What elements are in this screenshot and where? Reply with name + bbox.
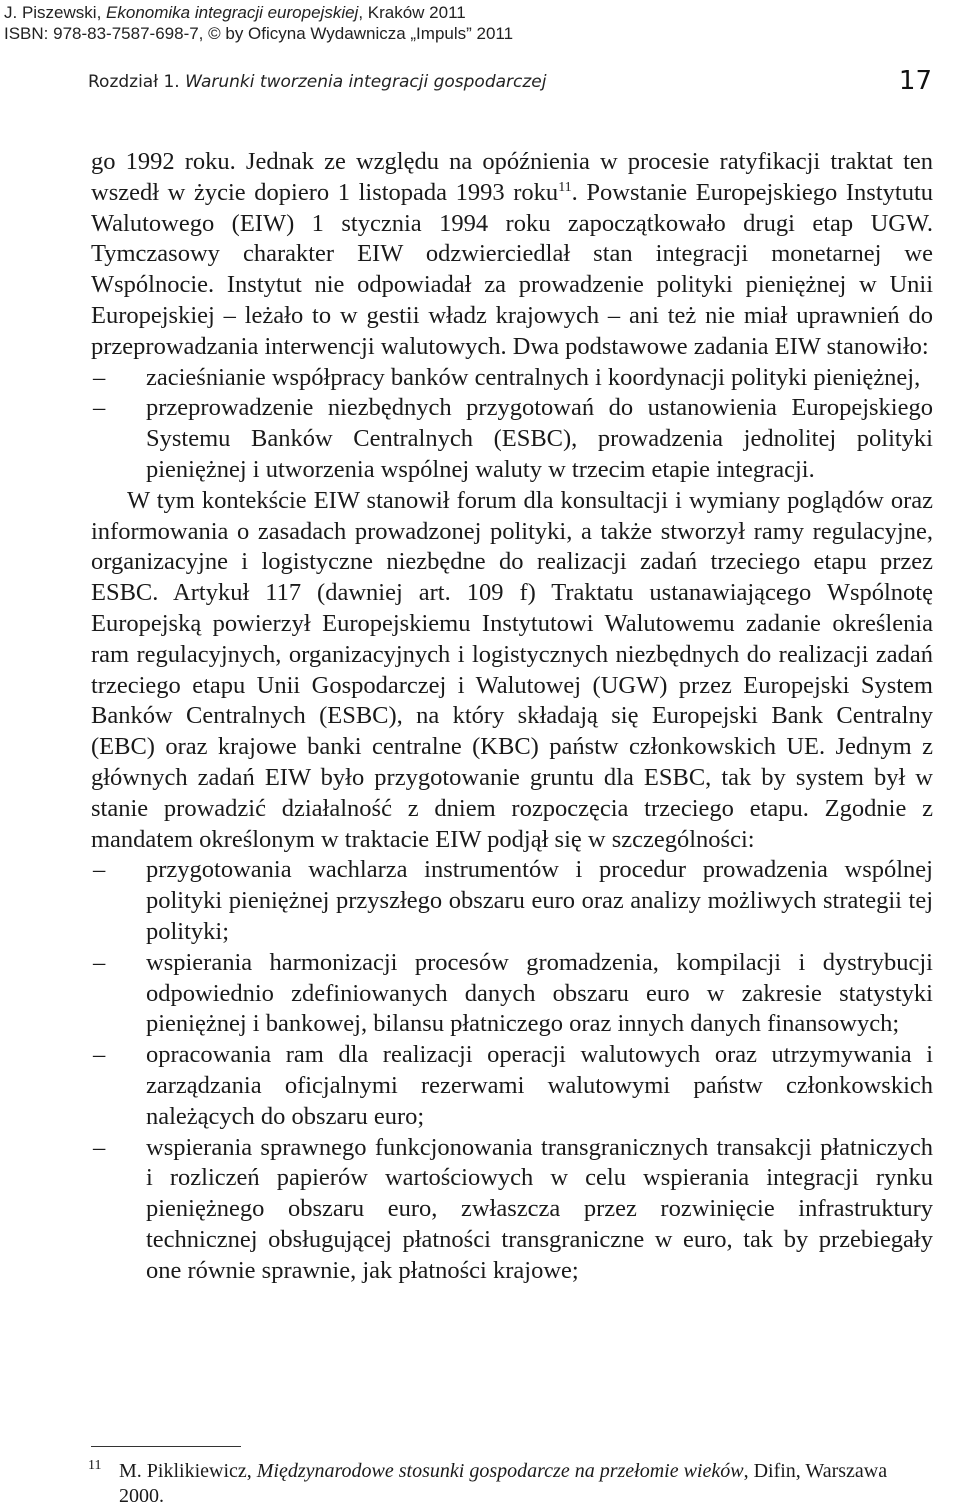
chapter-label: Rozdział 1. (88, 72, 186, 92)
citation-isbn: ISBN: 978-83-7587-698-7, © by Oficyna Wydawnicza „Impuls” 2011 (4, 24, 514, 43)
chapter-heading (88, 72, 546, 92)
citation-author: J. Piszewski, (4, 3, 107, 22)
citation-line-1 (4, 2, 513, 23)
paragraph-2: W tym kontekście EIW stanowił forum dla konsultacji i wymiany poglądów oraz informowania o zasadach prowadzonej polityki, a także stworzył ramy regulacyjne, organizacyjne i logistyczne niezbędne do realizacji zadań trzeciego etapu przez ESBC. Artykuł 117 (dawniej art. 109 f) Traktatu ustanawiającego Wspólnotę Europejską powierzył Europejskiemu Instytutowi Walutowemu zadanie określenia ram regulacyjnych, organizacyjnych i logistycznych niezbędnych do realizacji zadań trzeciego etapu Unii Gospodarczej i Walutowej (UGW) przez Europejski System Banków Centralnych (ESBC), na który składają się Europejski Bank Centralny (EBC) oraz krajowe banki centralne (KBC) państw członkowskich UE. Jednym z głównych zadań EIW było przygotowanie gruntu dla ESBC, tak by system był w stanie prowadzić działalność z dniem rozpoczęcia trzeciego etapu. Zgodnie z mandatem określonym w traktacie EIW podjął się w szczególności: (91, 486, 933, 853)
footnote-separator (91, 1446, 241, 1447)
list-item (91, 948, 933, 1040)
chapter-title: Warunki tworzenia integracji gospodarczej (185, 72, 547, 92)
footnote-title: Międzynarodowe stosunki gospodarcze na przełomie wieków (256, 1460, 744, 1482)
dash-bullet: – (93, 856, 106, 884)
dash-bullet: – (93, 948, 106, 976)
paragraph-1 (91, 147, 933, 363)
task-list-1 (91, 363, 933, 486)
paragraph-1-part-a: go 1992 roku. Jednak ze względu na opóźnienia w procesie ratyfikacji traktat ten wszedł w życie dopiero 1 listopada 1993 roku (91, 148, 933, 206)
footnote (88, 1458, 933, 1509)
list-item-text: przygotowania wachlarza instrumentów i procedur prowadzenia wspólnej polityki pieniężnej przyszłego obszaru euro oraz analizy możliwych strategii tej polityki; (146, 856, 933, 945)
list-item-text: wspierania sprawnego funkcjonowania transgranicznych transakcji płatniczych i rozliczeń papierów wartościowych w celu wspierania integracji rynku pieniężnego obszaru euro, zwłaszcza przez rozwinięcie infrastruktury technicznej obsługującej płatności transgraniczne w euro, tak by przebiegały one równie sprawnie, jak płatności krajowe; (146, 1133, 933, 1284)
citation-book-title: Ekonomika integracji europejskiej (106, 3, 359, 22)
dash-bullet: – (93, 1041, 106, 1069)
list-item (91, 855, 933, 947)
footnote-number: 11 (88, 1458, 102, 1473)
list-item (91, 1040, 933, 1132)
list-item-text: opracowania ram dla realizacji operacji walutowych oraz utrzymywania i zarządzania oficjalnymi rezerwami walutowymi państw członkowskich należących do obszaru euro; (146, 1041, 933, 1130)
list-item (91, 393, 933, 485)
citation-block (4, 2, 513, 44)
list-item (91, 1133, 933, 1287)
dash-bullet: – (93, 394, 106, 422)
dash-bullet: – (93, 1133, 106, 1161)
running-header (88, 66, 932, 100)
paragraph-1-part-b: . Powstanie Europejskiego Instytutu Walutowego (EIW) 1 stycznia 1994 roku zapoczątkowało drugi etap UGW. Tymczasowy charakter EIW odzwierciedlał stan integracji monetarnej we Wspólnocie. Instytut nie odpowiadał za prowadzenie polityki pieniężnej w Unii Europejskiej – leżało to w gestii władz krajowych – ani też nie miał uprawnień do przeprowadzania interwencji walutowych. Dwa podstawowe zadania EIW stanowiło: (91, 178, 933, 360)
main-text (91, 147, 933, 1286)
list-item-text: zacieśnianie współpracy banków centralnych i koordynacji polityki pieniężnej, (146, 363, 921, 391)
task-list-2 (91, 855, 933, 1286)
list-item-text: wspierania harmonizacji procesów gromadzenia, kompilacji i dystrybucji odpowiednio zdefiniowanych danych obszaru euro w zakresie statystyki pieniężnej i bankowej, bilansu płatniczego oraz innych danych finansowych; (146, 948, 933, 1038)
citation-place: , Kraków 2011 (358, 3, 466, 22)
footnote-publisher: , Difin, Warszawa 2000. (119, 1460, 888, 1507)
list-item (91, 363, 933, 394)
list-item-text: przeprowadzenie niezbędnych przygotowań do ustanowienia Europejskiego Systemu Banków Centralnych (ESBC), prowadzenia jednolitej polityki pieniężnej i utworzenia wspólnej waluty w trzecim etapie integracji. (146, 394, 933, 483)
page-number: 17 (898, 66, 932, 96)
footnote-reference[interactable]: 11 (558, 179, 572, 195)
dash-bullet: – (93, 363, 106, 391)
footnote-author: M. Piklikiewicz, (119, 1460, 257, 1482)
